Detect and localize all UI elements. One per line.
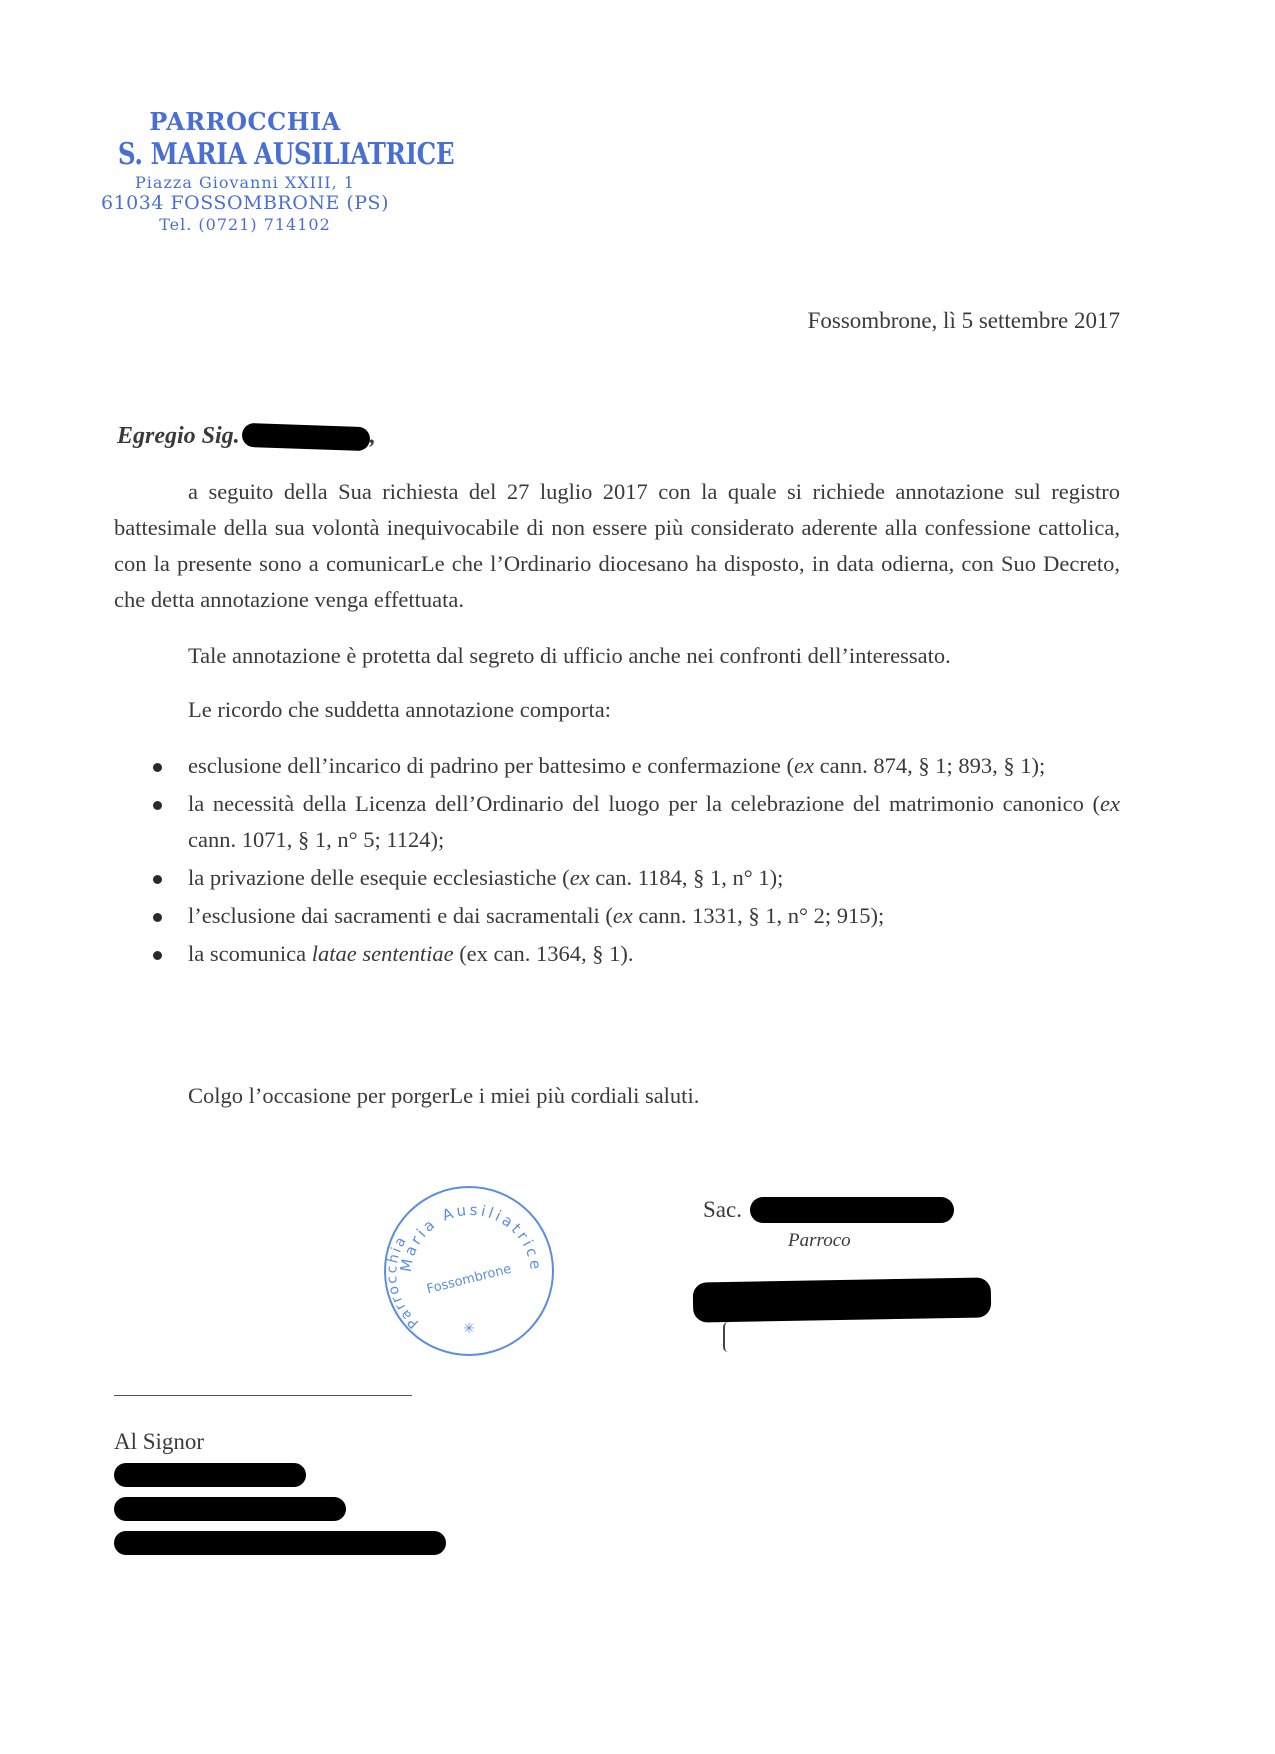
letterhead-line-city: 61034 FOSSOMBRONE (PS) [101,191,389,214]
signature-prefix: Sac. [703,1197,742,1222]
closing-line: Colgo l’occasione per porgerLe i miei più cordiali saluti. [188,1083,700,1108]
stamp-top-text: Maria Ausiliatrice [396,1200,546,1274]
body-paragraph-3: Le ricordo che suddetta annotazione comporta: [188,697,611,722]
bullet-icon [153,913,162,922]
letterhead-stamp [90,107,455,234]
redacted-recipient-line-2 [114,1497,346,1521]
letter-date: Fossombrone, lì 5 settembre 2017 [807,308,1120,333]
stamp-left-text: Parrocchia [384,1232,422,1332]
signature-priest [703,1197,954,1223]
redacted-signature [693,1277,992,1322]
letterhead-line-parish: PARROCCHIA [149,107,341,136]
bullet-icon [153,951,162,960]
bullet-icon [153,801,162,810]
list-item: l’esclusione dai sacramenti e dai sacramentali (ex cann. 1331, § 1, n° 2; 915); [114,898,1120,934]
signature-tail [723,1322,733,1352]
letter-body [114,474,1120,974]
letterhead-line-name: S. MARIA AUSILIATRICE [117,136,455,172]
list-item: la necessità della Licenza dell’Ordinario del luogo per la celebrazione del matrimonio canonico (ex cann. 1071, § 1, n° 5; 1124); [114,786,1120,858]
redacted-recipient-line-1 [114,1463,306,1487]
redacted-name [241,422,370,450]
list-item: la scomunica latae sententiae (ex can. 1364, § 1). [114,936,1120,972]
redacted-recipient-line-3 [114,1531,446,1555]
salutation-comma: , [369,423,376,449]
body-paragraph-1: a seguito della Sua richiesta del 27 luglio 2017 con la quale si richiede annotazione sul registro battesimale della sua volontà inequivocabile di non essere più considerato aderente alla confessione cattolica, con la presente sono a comunicarLe che l’Ordinario diocesano ha disposto, in data odierna, con Suo Decreto, che detta annotazione venga effettuata. [114,479,1120,612]
redacted-priest-name [750,1197,954,1223]
letterhead-line-address: Piazza Giovanni XXIII, 1 [135,172,355,192]
salutation-text: Egregio Sig. [117,423,240,449]
letterhead-line-phone: Tel. (0721) 714102 [159,214,331,234]
star-icon: ✳ [463,1321,475,1337]
salutation [117,423,376,450]
separator-line [114,1395,412,1396]
stamp-center-text: Fossombrone [425,1261,513,1298]
list-item: esclusione dell’incarico di padrino per battesimo e confermazione (ex cann. 874, § 1; 893, § 1); [114,748,1120,784]
effects-list [114,748,1120,972]
bullet-icon [153,763,162,772]
list-item: la privazione delle esequie ecclesiastiche (ex can. 1184, § 1, n° 1); [114,860,1120,896]
parish-round-stamp [381,1183,557,1359]
recipient-label: Al Signor [114,1429,205,1454]
body-paragraph-2: Tale annotazione è protetta dal segreto di ufficio anche nei confronti dell’interessato. [188,643,951,668]
signature-role: Parroco [788,1230,851,1251]
bullet-icon [153,875,162,884]
